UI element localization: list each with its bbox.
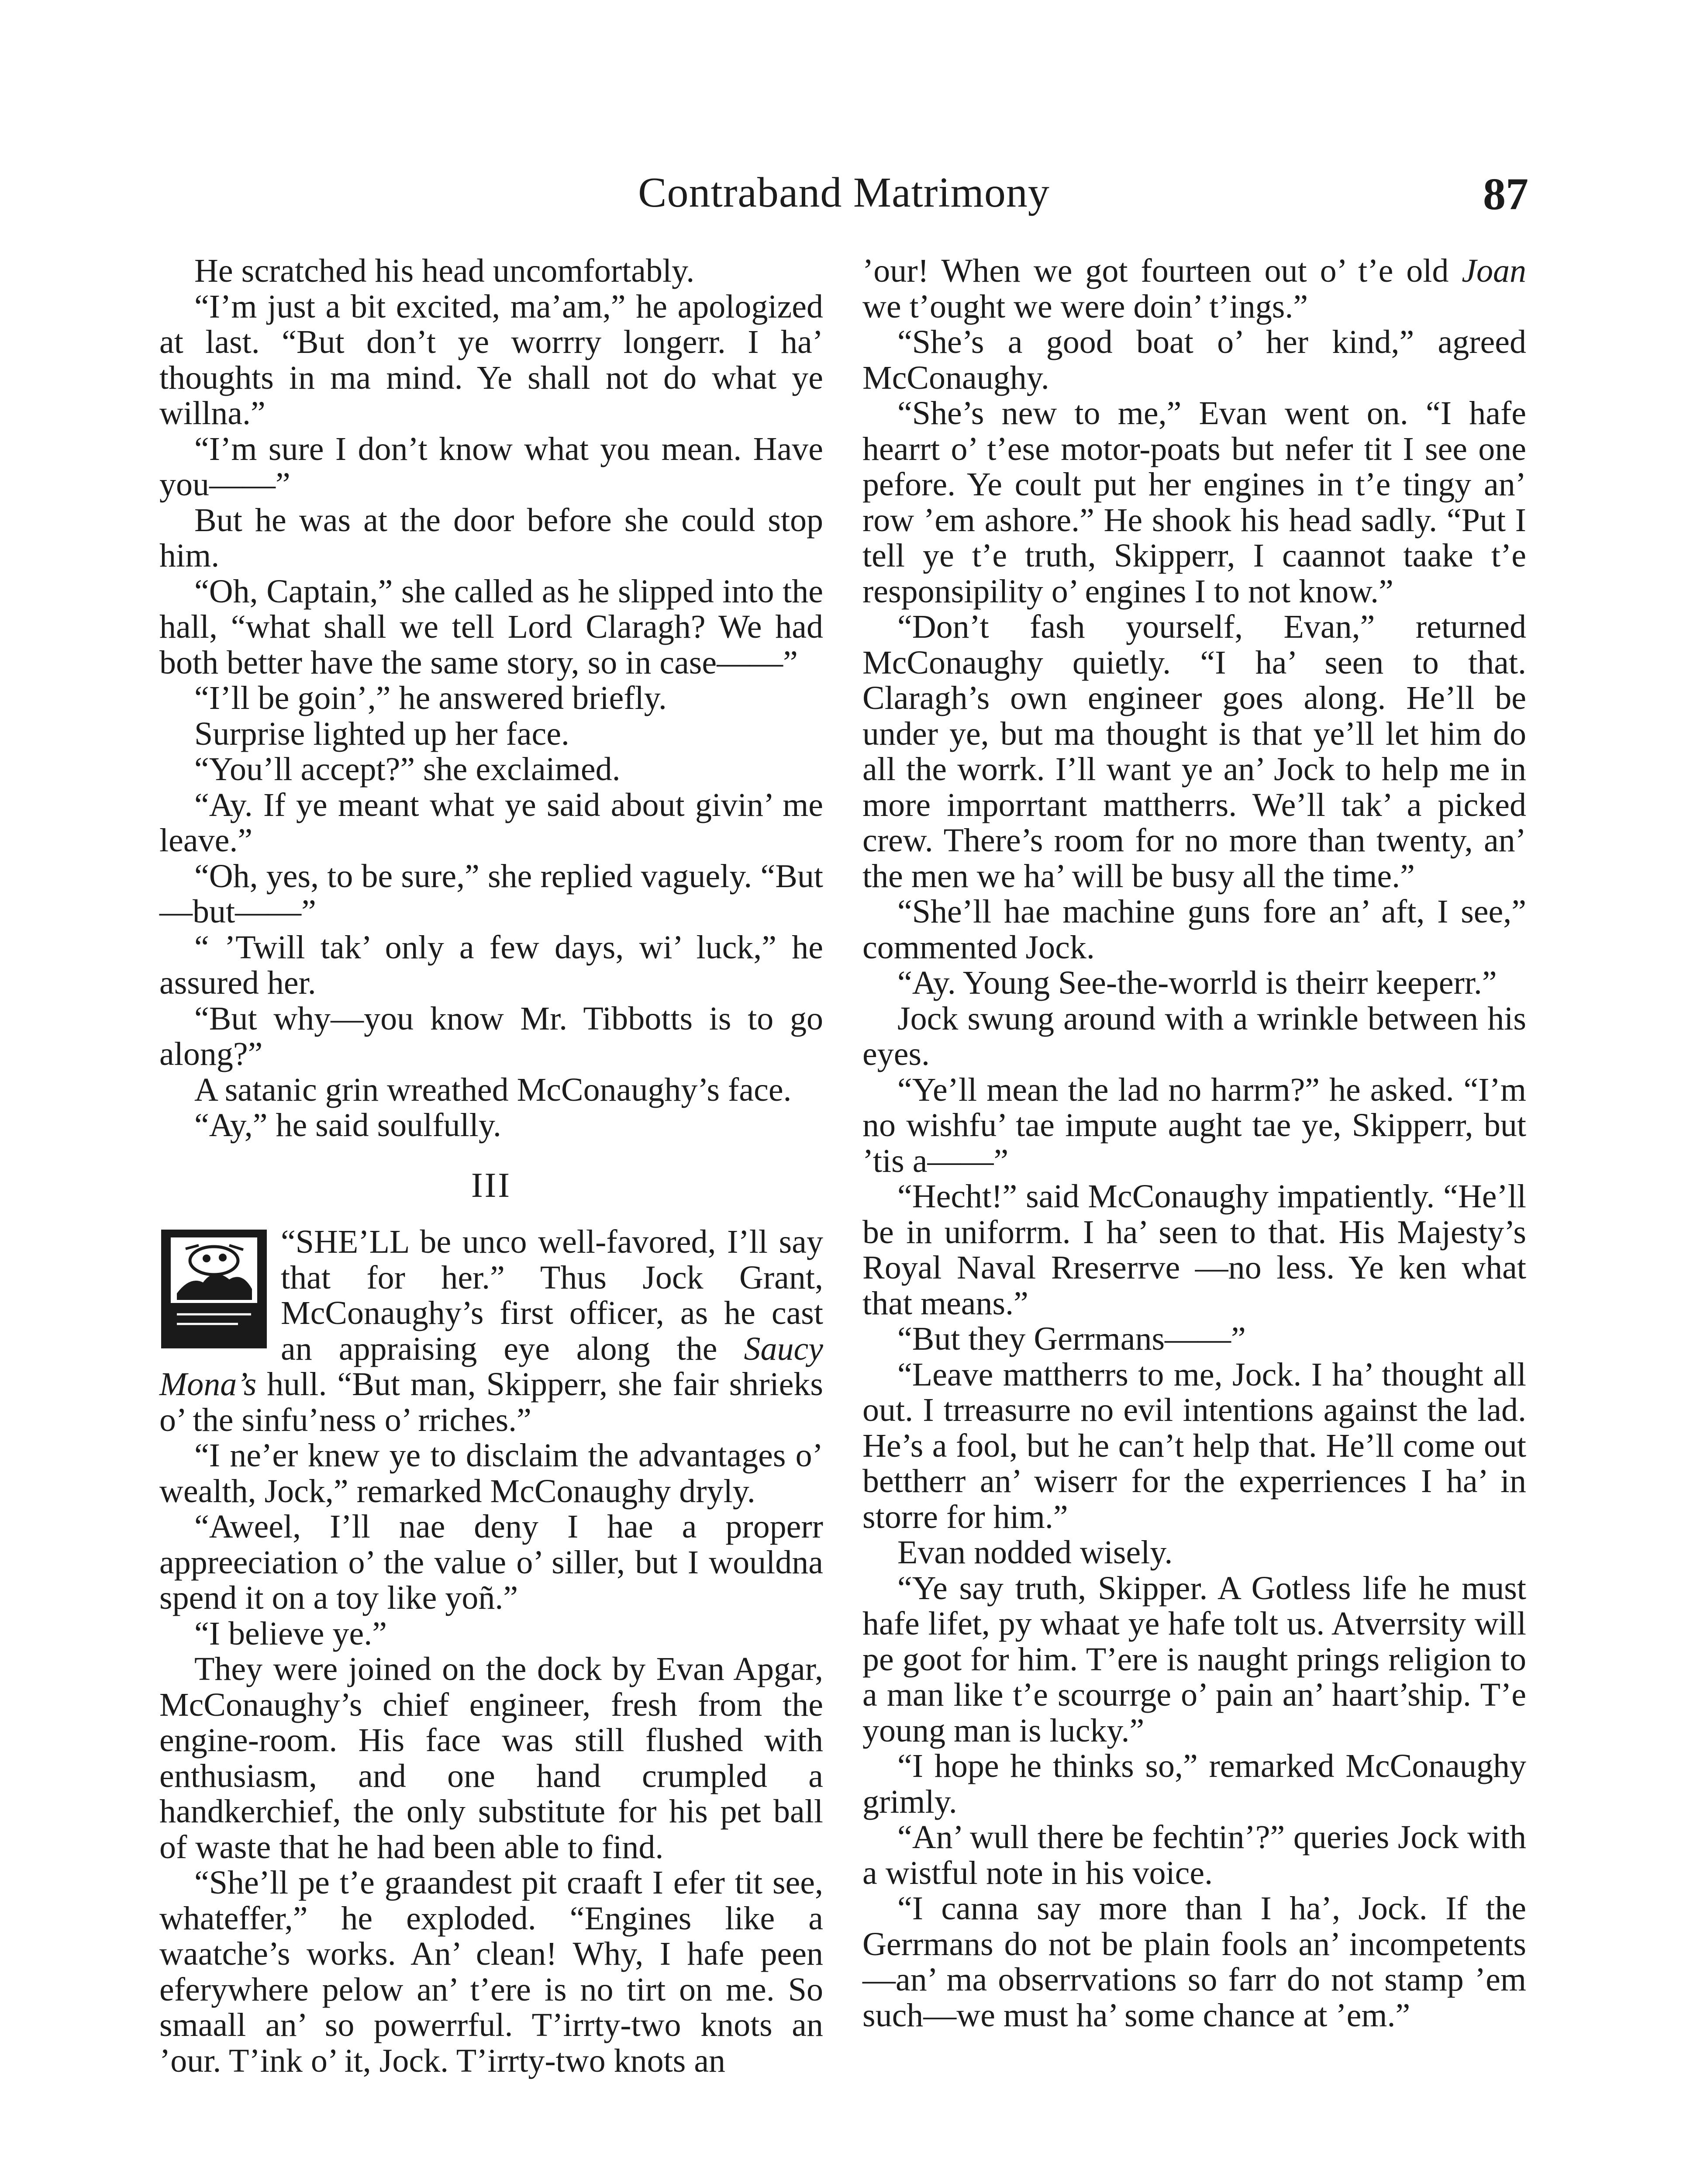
running-title: Contraband Matrimony [638,169,1050,216]
paragraph: “Oh, yes, to be sure,” she replied vaguely. “But—but——” [159,857,823,930]
paragraph: He scratched his head uncomfortably. [194,252,695,289]
page-header [159,168,1528,229]
paragraph: “She’s new to me,” Evan went on. “I hafe hearrt o’ t’ese motor-poats but nefer tit I see one pefore. Ye coult put her engines in t’e tingy an’ row ’em ashore.” He shook his head sadly. “Put I tell ye t’e truth, Skipperr, I caannot taake t’e responsipility o’ engines I to not know.” [862,395,1526,610]
paragraph: But he was at the door before she could stop him. [159,501,823,574]
paragraph: “I’m sure I don’t know what you mean. Have you——” [159,430,823,503]
continued-paragraph [862,253,1526,325]
paragraph: “Ay. Young See-the-worrld is theirr keeperr.” [897,964,1497,1001]
paragraph: Evan nodded wisely. [897,1534,1173,1571]
paragraph: “Ye say truth, Skipper. A Gotless life he must hafe lifet, py whaat ye hafe tolt us. Atverrsity will pe goot for him. T’ere is naught prings religion to a man like t’e scourrge o’ pain an’ haart’ship. T’e young man is lucky.” [862,1569,1526,1749]
right-column [862,253,1526,2033]
continued-text-end: we t’ought we were doin’ t’ings.” [862,288,1308,325]
paragraph: “Hecht!” said McConaughy impatiently. “He’ll be in uniforrm. I ha’ seen to that. His Majesty’s Royal Naval Rreserrve —no less. Ye ken what that means.” [862,1178,1526,1322]
dropcap-text-start: “SHE’LL be unco well-favored, I’ll say that for her.” Thus Jock Grant, McConaughy’s first officer, as he cast an appraising eye along the [281,1223,823,1367]
paragraph: “She’ll pe t’e graandest pit craaft I efer tit see, whateffer,” he exploded. “Engines like a waatche’s works. An’ clean! Why, I hafe peen eferywhere pelow an’ t’ere is no tirt on me. So smaall an’ so powerrful. T’irrty-two knots an ’our. T’ink o’ it, Jock. T’irrty-two knots an [159,1864,823,2079]
paragraph: “Don’t fash yourself, Evan,” returned McConaughy quietly. “I ha’ seen to that. Claragh’s own engineer goes along. He’ll be under ye, but ma thought is that ye’ll let him do all the worrk. I’ll want ye an’ Jock to help me in more imporrtant mattherrs. We’ll tak’ a picked crew. There’s room for no more than twenty, an’ the men we ha’ will be busy all the time.” [862,608,1526,895]
paragraph: “Ay,” he said soulfully. [194,1107,501,1144]
paragraph: Jock swung around with a wrinkle between his eyes. [862,1000,1526,1072]
left-column [159,253,823,2079]
paragraph: A satanic grin wreathed McConaughy’s face. [194,1071,792,1108]
left-paragraphs-before [159,253,823,1144]
paragraph: “I canna say more than I ha’, Jock. If the Gerrmans do not be plain fools an’ incompetents—an’ ma obserrvations so farr do not stamp ’em such—we must ha’ some chance at ’em.” [862,1890,1526,2034]
dropcap-text-end: hull. “But man, Skipperr, she fair shrieks o’ the sinfu’ness o’ rriches.” [159,1366,823,1438]
section-heading: III [471,1166,511,1205]
paragraph: “ ’Twill tak’ only a few days, wi’ luck,” he assured her. [159,929,823,1001]
paragraph: “I’m just a bit excited, ma’am,” he apologized at last. “But don’t ye worrry longerr. I ha’ thoughts in ma mind. Ye shall not do what ye willna.” [159,288,823,432]
paragraph: “Leave mattherrs to me, Jock. I ha’ thought all out. I trreasurre no evil intentions against the lad. He’s a fool, but he can’t help that. He’ll come out bettherr an’ wiserr for the experriences I ha’ in storre for him.” [862,1356,1526,1535]
paragraph: “Oh, Captain,” she called as he slipped into the hall, “what shall we tell Lord Claragh? We had both better have the same story, so in case——” [159,573,823,681]
right-paragraphs [862,325,1526,2033]
chapter-ornament-illustration [159,1228,269,1350]
paragraph: “She’ll hae machine guns fore an’ aft, I see,” commented Jock. [862,893,1526,966]
continued-text-start: ’our! When we got fourteen out o’ t’e old [862,252,1462,289]
left-paragraphs-after [159,1438,823,2079]
paragraph: “I hope he thinks so,” remarked McConaughy grimly. [862,1748,1526,1820]
paragraph: “Ye’ll mean the lad no harrm?” he asked. “I’m no wishfu’ tae impute aught tae ye, Skipperr, but ’tis a——” [862,1071,1526,1179]
paragraph: “You’ll accept?” she exclaimed. [194,751,621,788]
paragraph: “But they Gerrmans——” [897,1320,1246,1357]
paragraph: “She’s a good boat o’ her kind,” agreed McConaughy. [862,324,1526,396]
paragraph: “But why—you know Mr. Tibbotts is to go along?” [159,1000,823,1072]
page-number: 87 [1483,169,1528,219]
ship-name-italic: Joan [1462,252,1526,289]
paragraph: Surprise lighted up her face. [194,715,569,752]
paragraph: “An’ wull there be fechtin’?” queries Jock with a wistful note in his voice. [862,1819,1526,1891]
paragraph: “I believe ye.” [194,1615,387,1652]
ship-name-italic: Saucy Mona’s [159,1330,823,1403]
paragraph: “Aweel, I’ll nae deny I hae a properr appreeciation o’ the value o’ siller, but I wouldna spend it on a toy like yoñ.” [159,1508,823,1616]
dropcap-paragraph [159,1224,823,1438]
paragraph: They were joined on the dock by Evan Apgar, McConaughy’s chief engineer, fresh from the engine-room. His face was still flushed with enthusiasm, and one hand crumpled a handkerchief, the only substitute for his pet ball of waste that he had been able to find. [159,1651,823,1866]
paragraph: “I’ll be goin’,” he answered briefly. [194,680,667,716]
paragraph: “I ne’er knew ye to disclaim the advantages o’ wealth, Jock,” remarked McConaughy dryly. [159,1437,823,1510]
paragraph: “Ay. If ye meant what ye said about givin’ me leave.” [159,786,823,859]
